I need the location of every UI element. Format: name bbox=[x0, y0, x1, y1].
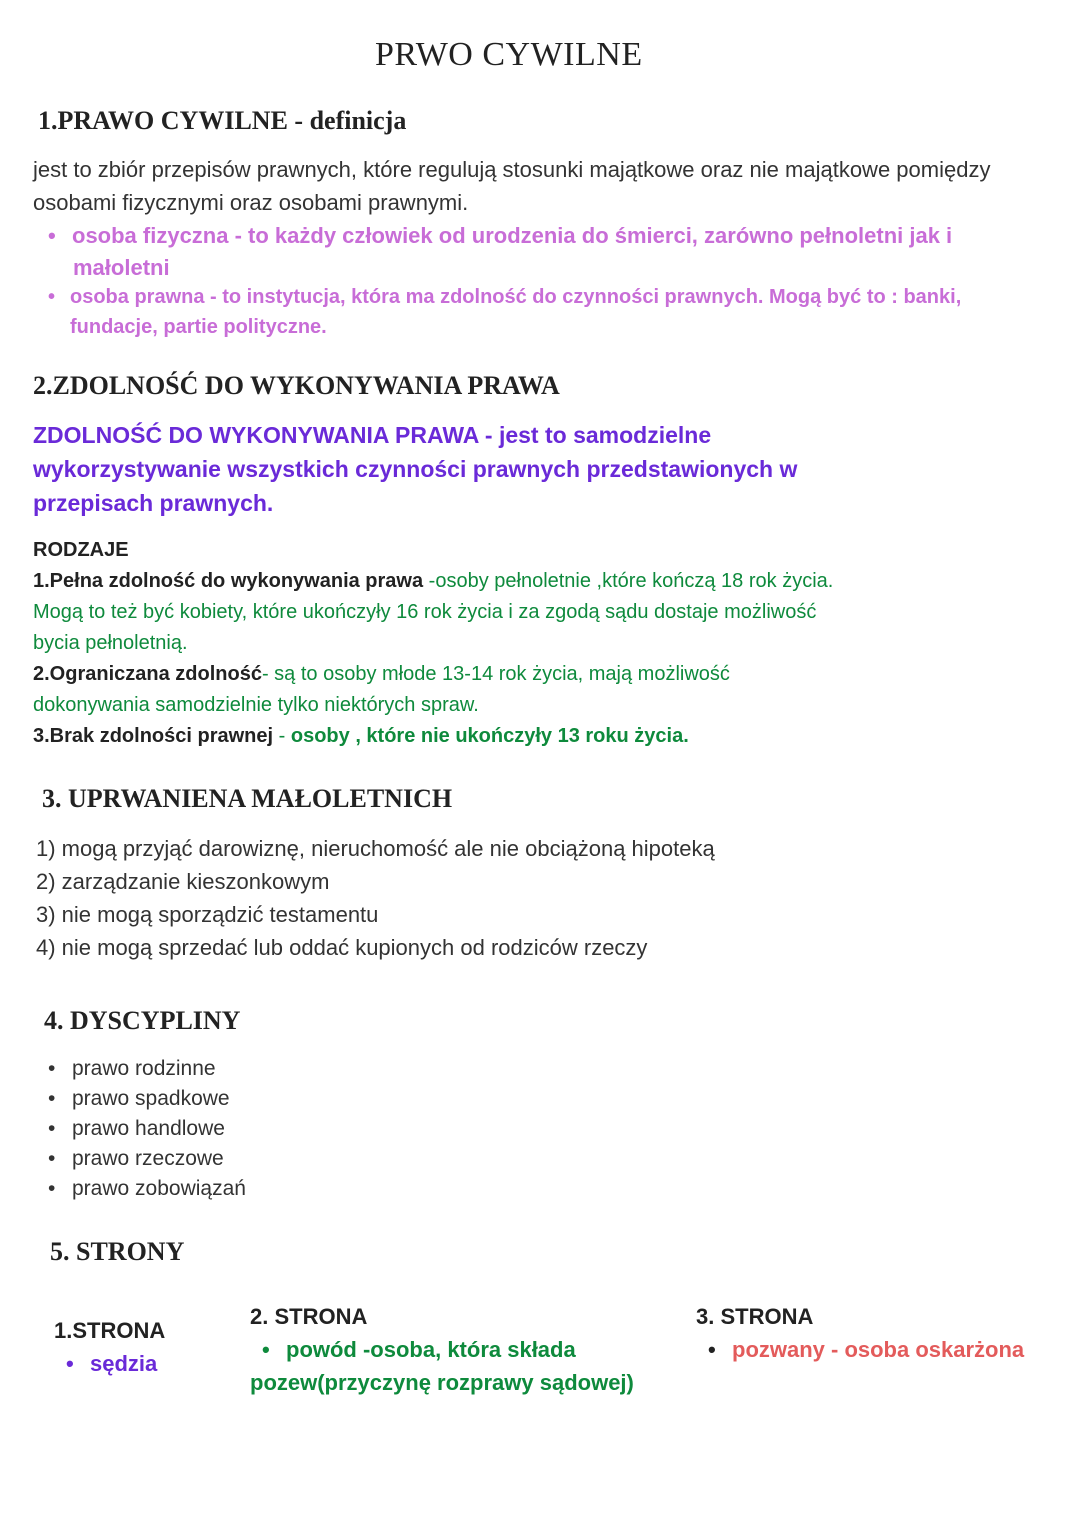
strona-1-item: sędzia bbox=[90, 1351, 158, 1376]
bullet-icon: • bbox=[708, 1337, 716, 1362]
rodzaj-1-line3: bycia pełnoletnią. bbox=[33, 632, 188, 654]
bullet-text-cont: małoletni bbox=[73, 255, 170, 280]
rodzaj-1-text: -osoby pełnoletnie ,które kończą 18 rok życia. bbox=[423, 570, 834, 592]
strona-2-line2: pozew(przyczynę rozprawy sądowej) bbox=[250, 1370, 634, 1395]
rodzaj-2-label: 2.Ograniczana zdolność bbox=[33, 663, 262, 685]
section-1-heading bbox=[38, 106, 406, 136]
definition-line: ZDOLNOŚĆ DO WYKONYWANIA PRAWA - jest to samodzielne bbox=[33, 422, 712, 448]
section-3-list bbox=[36, 832, 1036, 964]
rodzaje-block bbox=[33, 535, 1053, 752]
section-2-definition bbox=[33, 418, 1033, 520]
list-item: • prawo spadkowe bbox=[36, 1084, 246, 1114]
bullet-icon: • bbox=[48, 223, 56, 248]
bullet-osoba-prawna bbox=[48, 282, 1058, 342]
definition-line: jest to zbiór przepisów prawnych, które regulują stosunki majątkowe oraz nie majątkowe pomiędzy bbox=[33, 157, 991, 182]
section-1-heading-main: 1.PRAWO CYWILNE bbox=[38, 106, 288, 135]
section-4-heading: 4. DYSCYPLINY bbox=[44, 1006, 241, 1035]
list-item: • prawo rzeczowe bbox=[36, 1144, 246, 1174]
section-1-definition bbox=[33, 153, 1073, 219]
strona-2-item: powód -osoba, która składa bbox=[286, 1337, 576, 1362]
section-5-heading: 5. STRONY bbox=[50, 1237, 185, 1266]
rodzaj-3-label: 3.Brak zdolności prawnej bbox=[33, 725, 274, 747]
list-item: • prawo zobowiązań bbox=[36, 1174, 246, 1204]
rodzaj-3-dash: - bbox=[273, 725, 291, 747]
strona-3-item: pozwany - osoba oskarżona bbox=[732, 1337, 1025, 1362]
section-1-heading-suffix: - definicja bbox=[287, 106, 407, 135]
rodzaj-3-text: osoby , które nie ukończyły 13 roku życia. bbox=[290, 725, 689, 747]
rodzaj-1-label: 1.Pełna zdolność do wykonywania prawa bbox=[33, 570, 424, 592]
rodzaje-label: RODZAJE bbox=[33, 539, 129, 561]
bullet-text: osoba fizyczna - to każdy człowiek od urodzenia do śmierci, zarówno pełnoletni jak i bbox=[72, 223, 953, 248]
strona-2-title: 2. STRONA bbox=[250, 1304, 368, 1329]
definition-line: osobami fizycznymi oraz osobami prawnymi. bbox=[33, 190, 469, 215]
list-item: • prawo rodzinne bbox=[36, 1054, 246, 1084]
strona-1-title: 1.STRONA bbox=[54, 1318, 166, 1343]
strona-3-title: 3. STRONA bbox=[696, 1304, 814, 1329]
definition-line: wykorzystywanie wszystkich czynności prawnych przedstawionych w bbox=[33, 456, 798, 482]
page-title: PRWO CYWILNE bbox=[375, 36, 643, 73]
rodzaj-2-line2: dokonywania samodzielnie tylko niektórych spraw. bbox=[33, 694, 479, 716]
bullet-osoba-fizyczna bbox=[48, 220, 1048, 284]
bullet-icon: • bbox=[48, 286, 56, 308]
list-item: 3) nie mogą sporządzić testamentu bbox=[36, 902, 379, 927]
list-item: 2) zarządzanie kieszonkowym bbox=[36, 869, 330, 894]
rodzaj-1-line2: Mogą to też być kobiety, które ukończyły 16 rok życia i za zgodą sądu dostaje możliwość bbox=[33, 601, 817, 623]
bullet-text: osoba prawna - to instytucja, która ma zdolność do czynności prawnych. Mogą być to : banki, bbox=[70, 286, 962, 308]
list-item: 4) nie mogą sprzedać lub oddać kupionych od rodziców rzeczy bbox=[36, 935, 648, 960]
strona-3 bbox=[696, 1300, 1076, 1366]
bullet-text-cont: fundacje, partie polityczne. bbox=[70, 316, 327, 338]
definition-line: przepisach prawnych. bbox=[33, 490, 274, 516]
section-4-list bbox=[36, 1054, 246, 1204]
strona-1 bbox=[54, 1314, 165, 1380]
section-3-heading: 3. UPRWANIENA MAŁOLETNICH bbox=[42, 784, 453, 813]
strona-2 bbox=[250, 1300, 680, 1399]
bullet-icon: • bbox=[262, 1337, 270, 1362]
list-item: 1) mogą przyjąć darowiznę, nieruchomość ale nie obciążoną hipoteką bbox=[36, 836, 715, 861]
rodzaj-2-text: - są to osoby młode 13-14 rok życia, mają możliwość bbox=[261, 663, 730, 685]
bullet-icon: • bbox=[66, 1351, 74, 1376]
list-item: • prawo handlowe bbox=[36, 1114, 246, 1144]
section-2-heading: 2.ZDOLNOŚĆ DO WYKONYWANIA PRAWA bbox=[33, 371, 560, 400]
